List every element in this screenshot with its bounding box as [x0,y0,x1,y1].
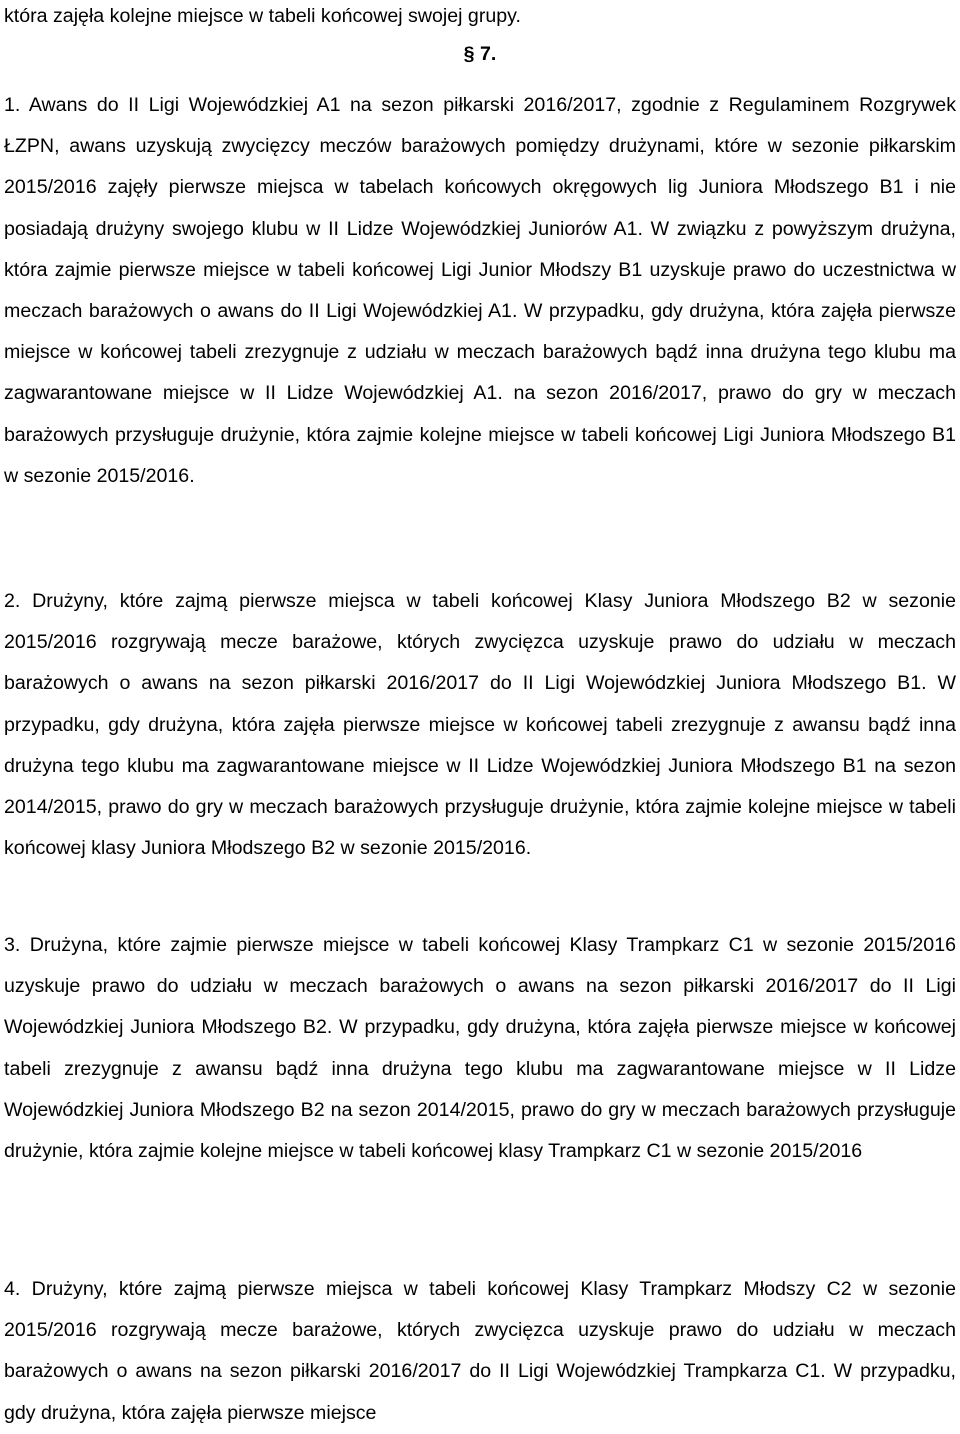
paragraph-1 [4,85,956,497]
paragraph-4-text: Drużyny, które zajmą pierwsze miejsca w tabeli końcowej Klasy Trampkarz Młodszy C2 w sezonie 2015/2016 rozgrywają mecze barażowe, których zwycięzca uzyskuje prawo do udziału w meczach barażowych o awans na sezon piłkarski 2016/2017 do II Ligi Wojewódzkiej Trampkarza C1. W przypadku, gdy drużyna, która zajęła pierwsze miejsce [4,1278,956,1424]
paragraph-1-number: 1. [4,94,21,116]
paragraph-4-number: 4. [4,1278,21,1300]
paragraph-4 [4,1269,956,1434]
paragraph-1-text: Awans do II Ligi Wojewódzkiej A1 na sezon piłkarski 2016/2017, zgodnie z Regulaminem Rozgrywek ŁZPN, awans uzyskują zwycięzcy meczów barażowych pomiędzy drużynami, które w sezonie piłkarskim 2015/2016 zajęły pierwsze miejsca w tabelach końcowych okręgowych lig Juniora Młodszego B1 i nie posiadają drużyny swojego klubu w II Lidze Wojewódzkiej Juniorów A1. W związku z powyższym drużyna, która zajmie pierwsze miejsce w tabeli końcowej Ligi Junior Młodszy B1 uzyskuje prawo do uczestnictwa w meczach barażowych o awans do II Ligi Wojewódzkiej A1. W przypadku, gdy drużyna, która zajęła pierwsze miejsce w końcowej tabeli zrezygnuje z udziału w meczach barażowych bądź inna drużyna tego klubu ma zagwarantowane miejsce w II Lidze Wojewódzkiej A1. na sezon 2016/2017, prawo do gry w meczach barażowych przysługuje drużynie, która zajmie kolejne miejsce w tabeli końcowej Ligi Juniora Młodszego B1 w sezonie 2015/2016. [4,94,956,487]
paragraph-2 [4,581,956,869]
section-heading: § 7. [463,43,497,65]
paragraph-2-number: 2. [4,590,21,612]
continuation-line: która zajęła kolejne miejsce w tabeli końcowej swojej grupy. [4,5,521,27]
paragraph-2-text: Drużyny, które zajmą pierwsze miejsca w tabeli końcowej Klasy Juniora Młodszego B2 w sezonie 2015/2016 rozgrywają mecze barażowe, których zwycięzca uzyskuje prawo do udziału w meczach barażowych o awans na sezon piłkarski 2016/2017 do II Ligi Wojewódzkiej Juniora Młodszego B1. W przypadku, gdy drużyna, która zajęła pierwsze miejsce w końcowej tabeli zrezygnuje z awansu bądź inna drużyna tego klubu ma zagwarantowane miejsce w II Lidze Wojewódzkiej Juniora Młodszego B1 na sezon 2014/2015, prawo do gry w meczach barażowych przysługuje drużynie, która zajmie kolejne miejsce w tabeli końcowej klasy Juniora Młodszego B2 w sezonie 2015/2016. [4,590,956,860]
paragraph-3 [4,925,956,1172]
paragraph-3-number: 3. [4,934,21,956]
paragraph-3-text: Drużyna, które zajmie pierwsze miejsce w tabeli końcowej Klasy Trampkarz C1 w sezonie 2015/2016 uzyskuje prawo do udziału w meczach barażowych o awans na sezon piłkarski 2016/2017 do II Ligi Wojewódzkiej Juniora Młodszego B2. W przypadku, gdy drużyna, która zajęła pierwsze miejsce w końcowej tabeli zrezygnuje z awansu bądź inna drużyna tego klubu ma zagwarantowane miejsce w II Lidze Wojewódzkiej Juniora Młodszego B2 na sezon 2014/2015, prawo do gry w meczach barażowych przysługuje drużynie, która zajmie kolejne miejsce w tabeli końcowej klasy Trampkarz C1 w sezonie 2015/2016 [4,934,956,1163]
